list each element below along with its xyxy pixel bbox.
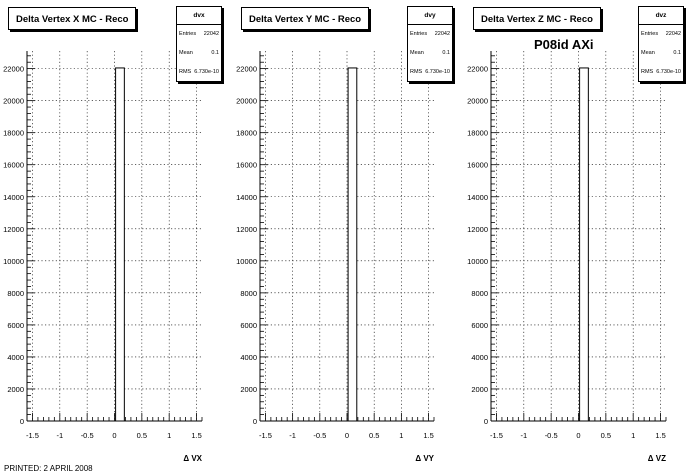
y-tick-label: 22000	[467, 64, 488, 74]
stats-mean-value: 0.1	[673, 50, 681, 56]
y-tick-label: 8000	[471, 288, 488, 298]
y-tick-label: 0	[252, 417, 257, 426]
stats-name: dvz	[639, 7, 683, 25]
x-tick-label: 0	[344, 431, 350, 440]
x-tick-label: -1.5	[490, 431, 503, 440]
y-tick-label: 10000	[3, 256, 24, 266]
y-tick-label: 14000	[467, 192, 488, 202]
y-tick-label: 2000	[240, 384, 257, 394]
stats-rms-value: 6.730e-10	[425, 69, 450, 75]
y-tick-label: 10000	[236, 256, 257, 266]
stats-rms-value: 6.730e-10	[194, 69, 219, 75]
histogram-bar	[580, 68, 589, 421]
x-tick-label: 1	[631, 431, 636, 440]
panel-title-dvy: Delta Vertex Y MC - Reco	[241, 7, 369, 30]
x-tick-label: 0.5	[368, 431, 380, 440]
y-tick-label: 12000	[467, 224, 488, 234]
stats-rms-value: 6.730e-10	[656, 69, 681, 75]
stats-entries-label: Entries	[641, 31, 659, 37]
stats-entries-label: Entries	[179, 31, 197, 37]
y-tick-label: 18000	[236, 128, 257, 138]
y-tick-label: 22000	[3, 64, 24, 74]
stats-mean-value: 0.1	[211, 50, 219, 56]
y-tick-label: 16000	[3, 160, 24, 170]
x-axis-label: Δ VY	[415, 454, 434, 463]
y-tick-label: 22000	[236, 64, 257, 74]
y-tick-label: 8000	[240, 288, 257, 298]
x-tick-label: 0.5	[600, 431, 612, 440]
stats-box-dvy	[407, 6, 453, 82]
x-tick-label: -1	[56, 431, 64, 440]
x-tick-label: -0.5	[544, 431, 558, 440]
y-tick-label: 6000	[7, 320, 24, 330]
y-tick-label: 2000	[471, 384, 488, 394]
y-tick-label: 18000	[3, 128, 24, 138]
y-tick-label: 0	[19, 417, 24, 426]
stats-mean-label: Mean	[410, 50, 424, 56]
x-tick-label: -1.5	[26, 431, 39, 440]
x-axis-label: Δ VZ	[647, 454, 666, 463]
histogram-bar	[116, 68, 125, 421]
y-tick-label: 20000	[467, 96, 488, 106]
x-tick-label: -0.5	[313, 431, 327, 440]
x-tick-label: 1.5	[423, 431, 434, 440]
y-tick-label: 12000	[236, 224, 257, 234]
x-tick-label: 0	[576, 431, 581, 440]
x-axis-label: Δ VX	[183, 454, 202, 463]
stats-rms-label: RMS	[410, 69, 423, 75]
y-tick-label: 4000	[240, 352, 257, 362]
y-tick-label: 6000	[240, 320, 257, 330]
stats-entries-label: Entries	[410, 31, 428, 37]
stats-name: dvx	[177, 7, 221, 25]
histogram-bar	[348, 68, 357, 421]
x-tick-label: -1	[289, 431, 296, 440]
y-tick-label: 20000	[236, 96, 257, 106]
y-tick-label: 14000	[3, 192, 24, 202]
stats-mean-value: 0.1	[442, 50, 450, 56]
x-tick-label: 1.5	[655, 431, 666, 440]
y-tick-label: 12000	[3, 224, 24, 234]
y-tick-label: 10000	[467, 256, 488, 266]
run-label: P08id AXi	[534, 37, 594, 52]
stats-rms-label: RMS	[641, 69, 654, 75]
y-tick-label: 16000	[236, 160, 257, 170]
panel-title-dvx: Delta Vertex X MC - Reco	[8, 7, 136, 30]
x-tick-label: 0.5	[136, 431, 148, 440]
stats-name: dvy	[408, 7, 452, 25]
x-tick-label: 1	[167, 431, 172, 440]
panel-title-dvz: Delta Vertex Z MC - Reco	[473, 7, 601, 30]
stats-entries-value: 22042	[434, 31, 450, 37]
y-tick-label: 4000	[7, 352, 24, 362]
stats-entries-value: 22042	[203, 31, 219, 37]
x-tick-label: 1.5	[191, 431, 202, 440]
y-tick-label: 0	[483, 417, 488, 426]
y-tick-label: 2000	[7, 384, 24, 394]
x-tick-label: -1.5	[258, 431, 272, 440]
y-tick-label: 4000	[471, 352, 488, 362]
stats-mean-label: Mean	[179, 50, 193, 56]
x-tick-label: -1	[520, 431, 528, 440]
stats-box-dvx	[176, 6, 222, 82]
stats-mean-label: Mean	[641, 50, 655, 56]
stats-rms-label: RMS	[179, 69, 192, 75]
x-tick-label: 1	[399, 431, 404, 440]
y-tick-label: 8000	[7, 288, 24, 298]
x-tick-label: -0.5	[80, 431, 94, 440]
x-tick-label: 0	[112, 431, 117, 440]
y-tick-label: 6000	[471, 320, 488, 330]
y-tick-label: 18000	[467, 128, 488, 138]
printed-footer: PRINTED: 2 APRIL 2008	[4, 464, 93, 473]
stats-box-dvz	[638, 6, 684, 82]
y-tick-label: 14000	[236, 192, 257, 202]
y-tick-label: 16000	[467, 160, 488, 170]
y-tick-label: 20000	[3, 96, 24, 106]
stats-entries-value: 22042	[665, 31, 681, 37]
